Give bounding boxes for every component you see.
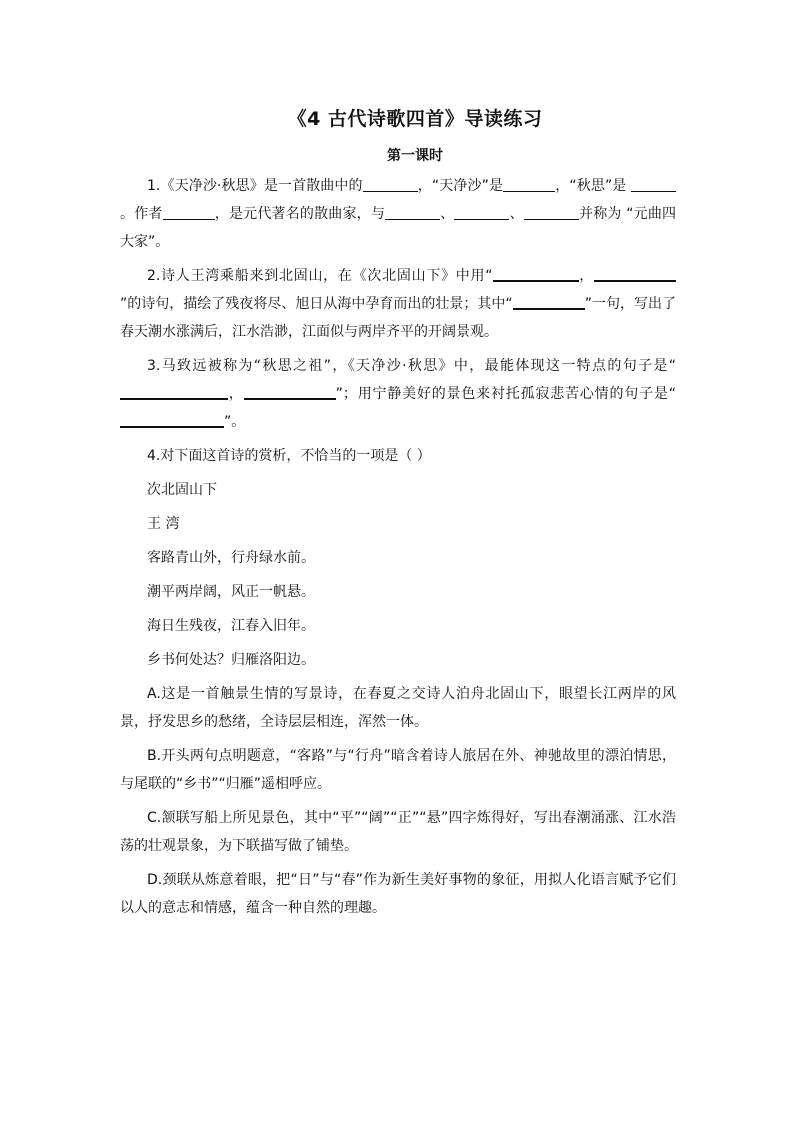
q1-blank-poet-1[interactable] [385,205,440,220]
q1-text-6: 、 [440,206,455,222]
poem-line-2: 潮平两岸阔，风正一帆悬。 [147,584,315,600]
poem-line-3: 海日生残夜，江春入旧年。 [147,618,315,634]
option-c: C.颔联写船上所见景色，其中“平”“阔”“正”“悬”四字炼得好，写出春潮涌涨、江水浩荡的壮观景象，为下联描写做了铺垫。 [120,810,676,854]
q1-blank-genre[interactable] [363,177,418,192]
poem-author: 王 湾 [147,516,180,532]
option-d: D.颈联从炼意着眼，把“日”与“春”作为新生美好事物的象征，用拟人化语言赋予它们以人的意志和情感，蕴含一种自然的理趣。 [120,872,676,916]
poem-line-4: 乡书何处达？归雁洛阳边。 [147,652,315,668]
q3-text-1: 3.马致远被称为“秋思之祖”，《天净沙·秋思》中，最能体现这一特点的句子是“ [147,358,676,374]
question-3 [120,352,676,436]
q1-text-7: 、 [509,206,524,222]
q2-blank-line-1[interactable] [493,266,579,282]
question-1 [120,172,676,256]
q3-text-2: ， [228,386,244,402]
q2-text-3: ”的诗句，描绘了残夜将尽、旭日从海中孕育而出的壮景；其中“ [120,296,513,312]
q3-blank-line-2[interactable] [244,384,336,400]
q2-text-2: ， [578,268,595,284]
q3-blank-line-1[interactable] [120,384,228,400]
q1-blank-poet-3[interactable] [524,205,579,220]
poem-title: 次北固山下 [147,482,217,498]
q2-text-4: ”一句，写出了春天潮水涨满后，江水浩渺，江面似与两岸齐平的开阔景观。 [120,296,676,340]
q1-blank-author[interactable] [163,205,215,220]
q1-text-4: 。作者 [120,206,163,222]
option-a: A.这是一首触景生情的写景诗，在春夏之交诗人泊舟北固山下，眼望长江两岸的风景，抒发思乡的愁绪，全诗层层相连，浑然一体。 [120,686,676,730]
q1-text-3: ，“秋思”是 [555,178,627,194]
option-b: B.开头两句点明题意，“客路”与“行舟”暗含着诗人旅居在外、神驰故里的漂泊情思，与尾联的“乡书”“归雁”遥相呼应。 [120,748,676,792]
q1-text-5: ，是元代著名的散曲家，与 [214,206,386,222]
worksheet-title: 《4 古代诗歌四首》导读练习 [287,108,543,130]
q1-blank-tune[interactable] [503,177,555,192]
q3-blank-line-3[interactable] [120,412,224,428]
q1-text-8: 并称为 [578,206,622,222]
q3-text-3: ”；用宁静美好的景色来衬托孤寂悲苦心情的句子是“ [335,386,676,402]
q3-text-4: ”。 [224,414,246,430]
q2-text-1: 2.诗人王湾乘船来到北固山，在《次北固山下》中用“ [147,268,493,284]
q1-blank-poet-2[interactable] [454,205,509,220]
q2-blank-line-2[interactable] [594,266,676,282]
q1-text-2: ，“天净沙”是 [417,178,504,194]
q1-text-1: 1.《天净沙·秋思》是一首散曲中的 [147,178,363,194]
worksheet-content [120,172,676,928]
lesson-subtitle: 第一课时 [387,148,443,164]
question-2 [120,262,676,346]
question-4-stem: 4.对下面这首诗的赏析，不恰当的一项是（ ） [147,448,431,464]
q1-blank-title[interactable] [631,177,676,192]
q2-blank-line-3[interactable] [513,294,585,310]
q1-text-9: “元曲四大家”。 [120,206,677,250]
poem-line-1: 客路青山外，行舟绿水前。 [147,550,315,566]
